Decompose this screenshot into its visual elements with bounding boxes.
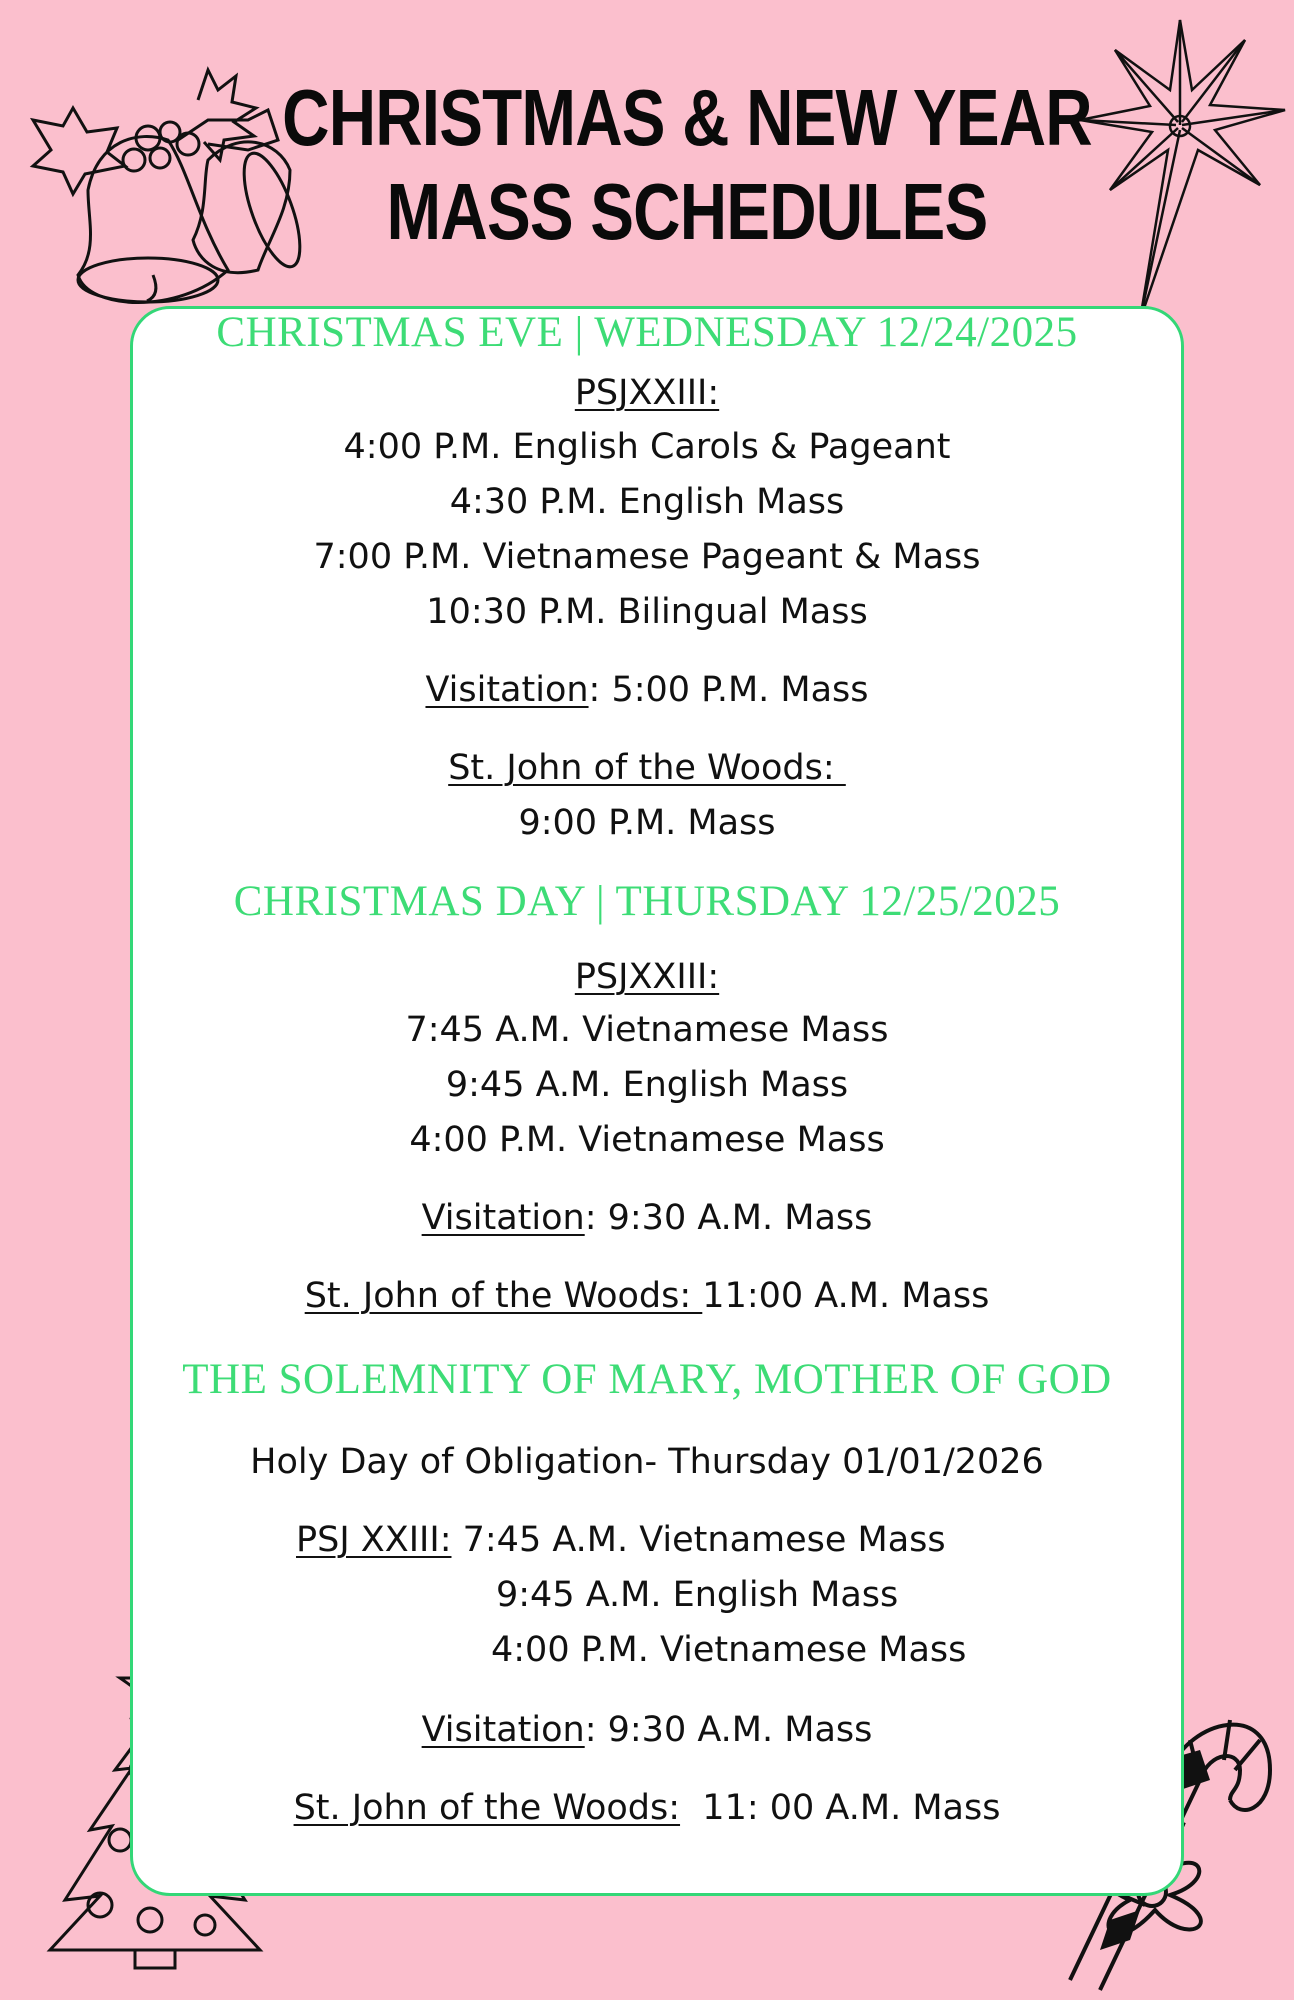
eve-psj-time: 4:00 P.M. English Carols & Pageant <box>343 427 951 467</box>
day-psj-time: 4:00 P.M. Vietnamese Mass <box>409 1120 885 1160</box>
sol-sjw: St. John of the Woods: 11: 00 A.M. Mass <box>293 1788 1001 1828</box>
eve-psj-time: 4:30 P.M. English Mass <box>449 482 845 522</box>
eve-sjw-time: 9:00 P.M. Mass <box>518 803 776 843</box>
page-title-line1: CHRISTMAS & NEW YEAR <box>282 73 1092 162</box>
sol-psj-first: PSJ XXIII: 7:45 A.M. Vietnamese Mass <box>296 1520 946 1560</box>
eve-psj-time: 10:30 P.M. Bilingual Mass <box>426 592 868 632</box>
day-sjw: St. John of the Woods: 11:00 A.M. Mass <box>304 1276 990 1316</box>
sol-visitation: Visitation: 9:30 A.M. Mass <box>421 1710 873 1750</box>
eve-sjw-label: St. John of the Woods: <box>448 748 846 788</box>
christmas-eve-heading: CHRISTMAS EVE | WEDNESDAY 12/24/2025 <box>216 309 1078 356</box>
sol-psj-time: 4:00 P.M. Vietnamese Mass <box>491 1630 967 1670</box>
eve-psj-label: PSJXXIII: <box>574 373 720 413</box>
day-visitation: Visitation: 9:30 A.M. Mass <box>421 1198 873 1238</box>
day-psj-time: 7:45 A.M. Vietnamese Mass <box>405 1010 889 1050</box>
sol-psj-time: 9:45 A.M. English Mass <box>496 1575 899 1615</box>
solemnity-subtitle: Holy Day of Obligation- Thursday 01/01/2026 <box>250 1442 1044 1482</box>
star-icon <box>1070 10 1290 330</box>
day-psj-time: 9:45 A.M. English Mass <box>445 1065 849 1105</box>
day-psj-label: PSJXXIII: <box>574 957 720 997</box>
solemnity-heading: THE SOLEMNITY OF MARY, MOTHER OF GOD <box>182 1356 1112 1403</box>
page-title-line2: MASS SCHEDULES <box>386 167 988 256</box>
christmas-day-heading: CHRISTMAS DAY | THURSDAY 12/25/2025 <box>233 878 1061 925</box>
eve-visitation: Visitation: 5:00 P.M. Mass <box>425 670 869 710</box>
eve-psj-time: 7:00 P.M. Vietnamese Pageant & Mass <box>313 537 981 577</box>
